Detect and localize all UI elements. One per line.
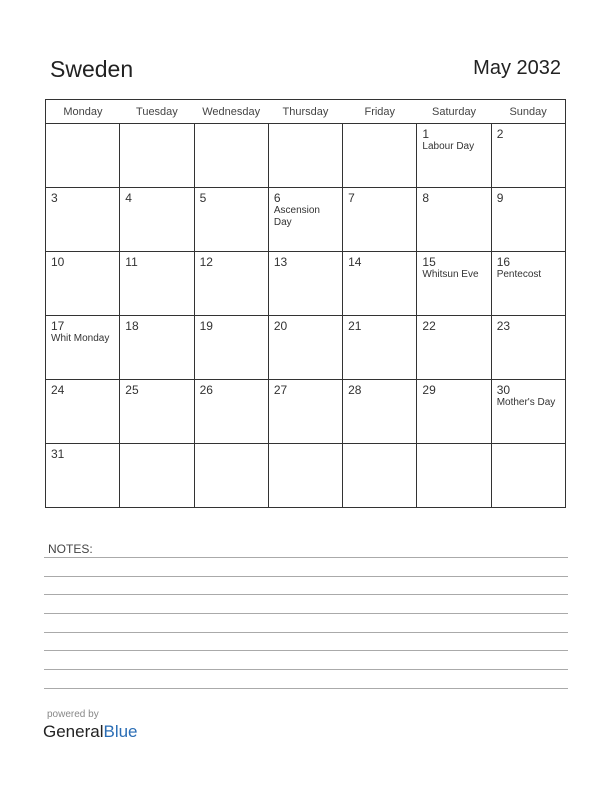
day-cell [268,252,342,316]
day-cell [343,124,417,188]
notes-line [44,576,568,577]
day-number: 16 [496,255,511,269]
day-cell [417,252,491,316]
day-number: 10 [51,255,65,269]
day-number: 24 [51,383,65,397]
day-number: 5 [199,191,207,205]
brand-blue: Blue [103,722,138,741]
holiday-label: Pentecost [496,269,542,280]
day-number: 30 [496,383,511,397]
weekday-header: Sunday [491,100,565,124]
day-number: 18 [125,319,139,333]
day-cell [46,252,120,316]
day-cell [491,444,565,508]
day-cell [194,444,268,508]
day-cell [343,380,417,444]
day-cell [194,380,268,444]
day-cell [120,124,194,188]
day-cell [491,188,565,252]
week-row [46,252,566,316]
day-number: 3 [51,191,58,205]
generalblue-logo [43,722,138,742]
day-number: 28 [348,383,362,397]
day-cell [417,444,491,508]
day-number: 4 [125,191,132,205]
notes-line [44,688,568,689]
day-number: 23 [496,319,511,333]
holiday-label: Whit Monday [51,333,110,344]
weekday-header: Thursday [268,100,342,124]
day-cell [268,444,342,508]
day-cell [194,316,268,380]
day-cell [120,188,194,252]
day-cell [417,316,491,380]
day-cell [46,380,120,444]
weekday-header-row [46,100,566,124]
day-cell [417,124,491,188]
day-number: 15 [422,255,436,269]
day-cell [491,252,565,316]
day-cell [491,124,565,188]
day-cell [120,380,194,444]
day-cell [417,188,491,252]
notes-line [44,669,568,670]
notes-line [44,650,568,651]
day-number: 1 [422,127,430,141]
weekday-header: Monday [46,100,120,124]
holiday-label: Ascension Day [273,205,320,228]
day-cell [46,188,120,252]
day-cell [120,252,194,316]
notes-line [44,613,568,614]
day-number: 22 [422,319,436,333]
day-number: 21 [348,319,362,333]
month-year-title: May 2032 [473,57,561,79]
day-cell [491,380,565,444]
notes-line [44,632,568,633]
weekday-header: Friday [343,100,417,124]
day-number: 20 [273,319,288,333]
day-cell [343,252,417,316]
week-row [46,188,566,252]
day-cell [46,444,120,508]
day-number: 26 [199,383,213,397]
weekday-header: Tuesday [120,100,194,124]
day-cell [120,444,194,508]
day-cell [343,316,417,380]
day-number: 27 [273,383,288,397]
week-row [46,124,566,188]
day-number: 11 [125,255,138,269]
day-cell [268,316,342,380]
notes-label: NOTES: [48,542,93,556]
day-number: 14 [348,255,362,269]
country-title: Sweden [50,56,134,82]
day-cell [343,188,417,252]
day-cell [120,316,194,380]
day-number: 13 [273,255,288,269]
notes-line [44,594,568,595]
day-number: 17 [51,319,65,333]
day-cell [194,188,268,252]
day-cell [268,380,342,444]
calendar-grid [45,99,566,508]
day-number: 6 [273,191,281,205]
day-cell [491,316,565,380]
day-number: 8 [422,191,430,205]
weekday-header: Wednesday [194,100,268,124]
day-cell [268,124,342,188]
brand-general: General [43,722,104,741]
week-row [46,316,566,380]
day-number: 2 [496,127,504,141]
weekday-header: Saturday [417,100,491,124]
holiday-label: Mother's Day [496,397,556,408]
day-cell [46,124,120,188]
day-number: 9 [496,191,504,205]
day-cell [46,316,120,380]
day-number: 25 [125,383,139,397]
notes-line [44,557,568,558]
day-number: 19 [199,319,213,333]
day-cell [417,380,491,444]
day-cell [194,124,268,188]
day-number: 12 [199,255,213,269]
holiday-label: Whitsun Eve [422,269,479,280]
powered-by-text: powered by [47,709,99,720]
holiday-label: Labour Day [422,141,475,152]
week-row [46,380,566,444]
week-row [46,444,566,508]
day-number: 7 [348,191,355,205]
day-cell [343,444,417,508]
day-cell [268,188,342,252]
day-cell [194,252,268,316]
day-number: 29 [422,383,436,397]
day-number: 31 [51,447,65,461]
